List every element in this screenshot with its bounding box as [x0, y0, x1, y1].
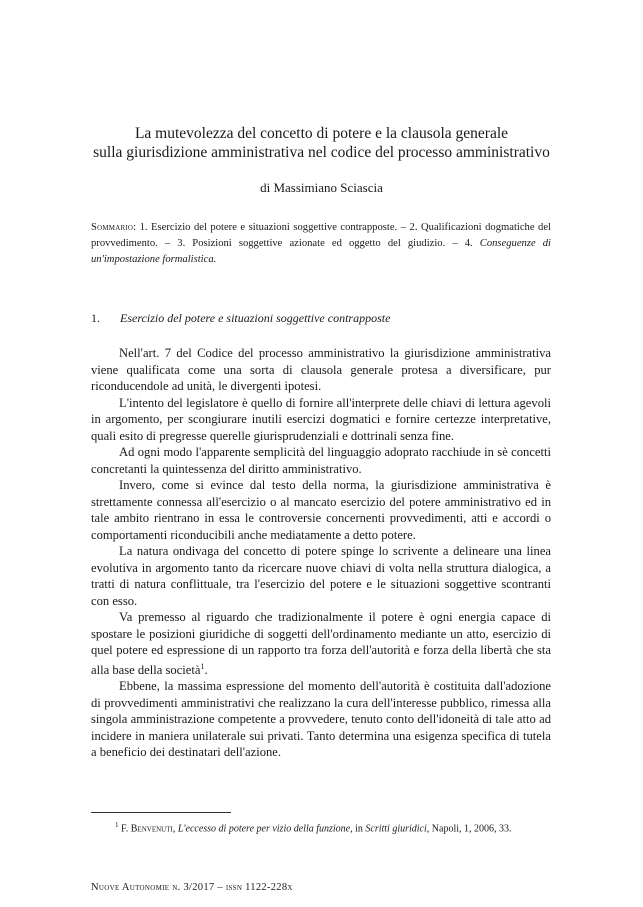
summary-label: Sommario	[91, 222, 134, 233]
paragraph: Nell'art. 7 del Codice del processo amministrativo la giurisdizione amministrativa viene qualificata come una sorta di clausola generale protesa a diversificare, pur riconducendole ad unità, le divergenti ipotesi.	[91, 346, 551, 393]
footnote-marker: 1	[115, 821, 119, 829]
summary	[91, 220, 551, 268]
section-heading	[91, 311, 390, 325]
footnote	[115, 819, 512, 835]
footnote-author: F. Benvenuti	[121, 823, 173, 835]
summary-text: : 1. Esercizio del potere e situazioni soggettive contrapposte. – 2. Qualificazioni dogmatiche del provvedimento. – 3. Posizioni soggettive azionate ed oggetto del giudizio. – 4.	[91, 222, 551, 249]
paragraph-text: Va premesso al riguardo che tradizionalmente il potere è ogni energia capace di spostare le posizioni giuridiche di soggetti dell'ordinamento mediante un atto, esercizio di quel potere ed espressione di un rapporto tra forza dell'autorità e forza della libertà che sta alla base della società	[91, 610, 551, 677]
footnote-divider	[91, 812, 231, 813]
footnote-ref: 1	[200, 661, 205, 671]
title-line-1: La mutevolezza del concetto di potere e la clausola generale	[134, 125, 509, 142]
paragraph: La natura ondivaga del concetto di potere spinge lo scrivente a delineare una linea evolutiva in argomento tanto da ricercare nuove chiavi di volta nella struttura dialogica, a tratti di natura conflittuale, tra l'esercizio del potere e le situazioni soggettive scontranti con esso.	[91, 544, 551, 608]
title-line-2: sulla giurisdizione amministrativa nel codice del processo amministrativo	[93, 144, 550, 161]
paragraph: Ebbene, la massima espressione del momento dell'autorità è costituita dall'adozione di provvedimenti amministrativi che realizzano la cura dell'interesse pubblico, rimessa alla singola amministrazione competente a provvedere, tenuto conto dell'idoneità di tale atto ad incidere in maniera unilaterale sui privati. Tanto determina una esigenza specifica di tutela a beneficio dei destinatari dell'azione.	[91, 679, 551, 760]
paragraph-end: .	[204, 662, 208, 677]
summary-text-italic: Conseguenze di un'impostazione formalistica.	[91, 238, 552, 265]
section-number: 1.	[91, 311, 100, 325]
paragraph: Invero, come si evince dal testo della norma, la giurisdizione amministrativa è strettamente connessa all'esercizio o al mancato esercizio del potere amministrativo ed in tale ambito rientrano in essa le controversie concernenti provvedimenti, atti e accordi o comportamenti riconducibili anche mediatamente a detto potere.	[91, 478, 551, 542]
paragraph: L'intento del legislatore è quello di fornire all'interprete delle chiavi di lettura agevoli in argomento, per scongiurare inutili esercizi dogmatici e fornire certezze interpretative, quali esito di pregresse querelle giurisprudenziali e dottrinali senza fine.	[91, 395, 551, 443]
section-title: Esercizio del potere e situazioni soggettive contrapposte	[120, 311, 391, 325]
article-title	[60, 124, 583, 162]
footnote-mid: , in	[350, 823, 366, 835]
footnote-rest: , Napoli, 1, 2006, 33.	[426, 823, 512, 835]
footnote-title: L'eccesso di potere per vizio della funzione	[177, 823, 351, 835]
footnote-source: Scritti giuridici	[365, 823, 427, 835]
paragraph: Ad ogni modo l'apparente semplicità del linguaggio adoprato racchiude in sè concetti concretanti la quintessenza del diritto amministrativo.	[91, 445, 551, 476]
footnote-sep: ,	[172, 823, 178, 835]
body-text	[91, 345, 551, 761]
journal-footer: Nuove Autonomie n. 3/2017 – issn 1122-228x	[91, 882, 293, 893]
author-byline: di Massimiano Sciascia	[260, 180, 383, 195]
paragraph	[91, 609, 551, 678]
